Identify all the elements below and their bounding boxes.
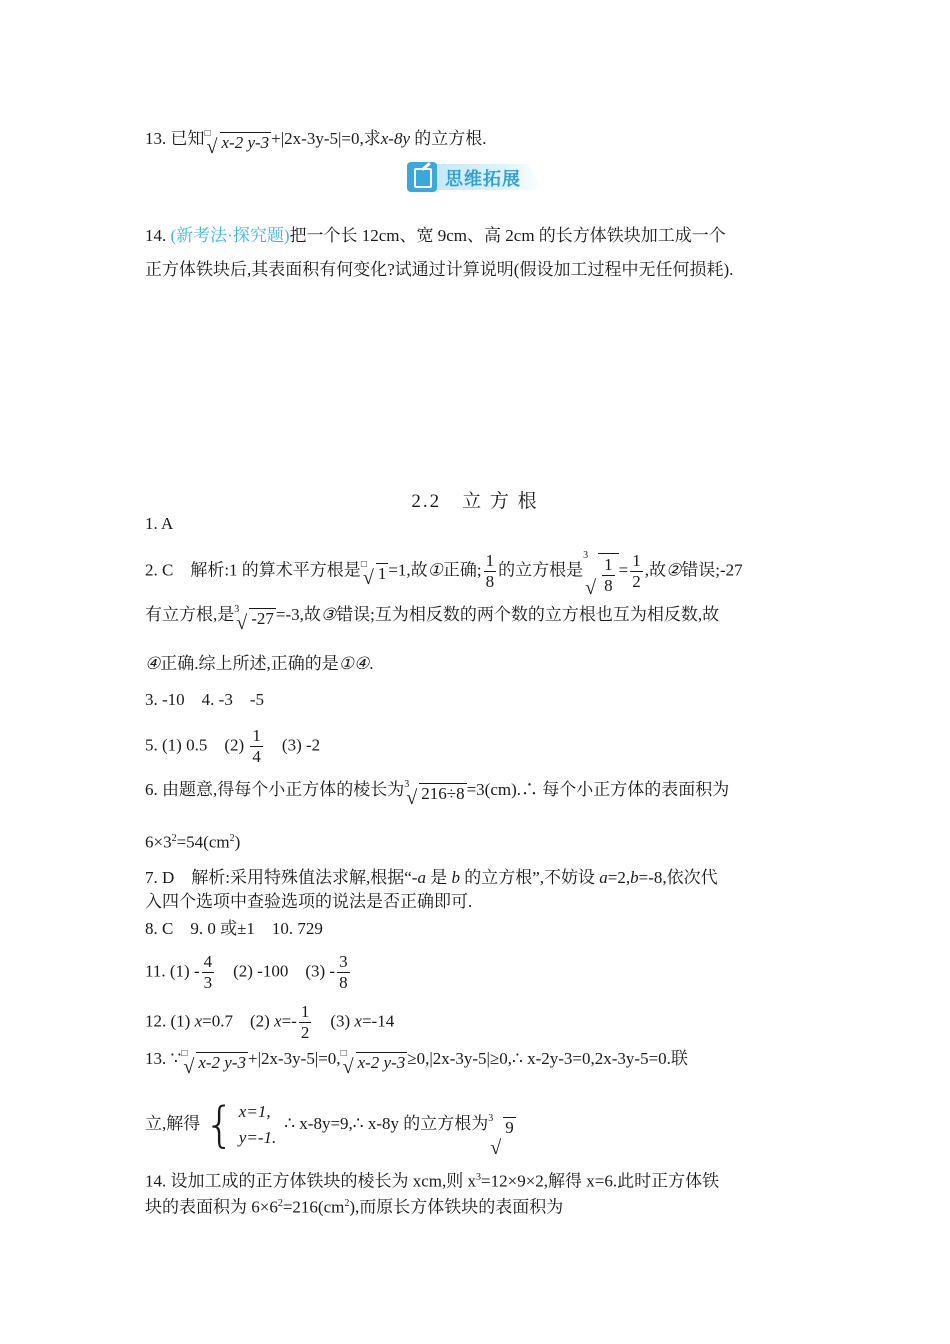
circled-number: ③	[320, 605, 337, 624]
superscript: 2	[277, 1198, 283, 1209]
text: 7. D 解析:采用特殊值法求解,根据“-	[145, 868, 418, 887]
question-13	[145, 127, 487, 158]
question-tag: (新考法·探究题)	[170, 226, 290, 245]
answer-7-line-1	[145, 866, 718, 890]
numerator: 4	[203, 952, 213, 971]
text: =216(cm	[282, 1197, 345, 1217]
text: 正确;	[442, 560, 482, 580]
text: )	[234, 832, 241, 852]
text: x	[274, 1011, 282, 1031]
text: +|2x-3y-5|=0,	[248, 1049, 341, 1068]
text: 是	[430, 868, 448, 887]
text: 已知	[170, 129, 205, 148]
answer-14-line-2	[145, 1192, 563, 1220]
text: =0.7 (2)	[202, 1011, 275, 1031]
fraction	[630, 551, 643, 592]
radical-index: 3	[404, 779, 410, 790]
radical-body: x-2 y-3	[221, 133, 270, 152]
brace: {	[204, 1097, 235, 1154]
fraction	[202, 952, 215, 993]
radical-body: 1	[377, 564, 387, 584]
text: 的立方根是	[498, 560, 584, 580]
text: 有立方根,是	[145, 605, 235, 624]
text: =2,	[607, 868, 631, 887]
answer-14-line-1	[145, 1166, 719, 1194]
fraction	[484, 551, 497, 592]
radical-sign: √	[490, 1137, 502, 1159]
system-row: x=1,	[238, 1102, 271, 1122]
equation-system	[204, 1097, 280, 1153]
text: a	[599, 868, 608, 887]
text: =3(cm).∴ 每个小正方体的表面积为	[466, 780, 730, 799]
answer-2-line-3	[145, 652, 373, 676]
numerator: 3	[339, 952, 348, 971]
radical-sign: √	[206, 136, 218, 158]
denominator: 2	[632, 572, 641, 591]
radical	[488, 1100, 516, 1159]
answer-5	[145, 726, 320, 767]
numerator: 1	[485, 551, 495, 570]
radical-index: 3	[234, 604, 240, 615]
text: x-8y	[380, 129, 410, 148]
radical-index: □	[204, 128, 211, 139]
text: =-3,故	[275, 605, 321, 624]
numerator: 1	[604, 555, 613, 574]
denominator: 8	[485, 572, 495, 591]
superscript: 2	[344, 1198, 350, 1209]
radical-sign: √	[183, 1056, 195, 1078]
text: 11. (1) -	[145, 961, 200, 981]
radical	[204, 128, 272, 158]
text: x	[194, 1011, 203, 1031]
text: (3) -2	[264, 735, 321, 755]
radical-index: □	[360, 559, 367, 571]
text: 块的表面积为 6×6	[145, 1197, 278, 1217]
circled-number: ①	[427, 560, 443, 580]
answer-6-line-2	[145, 827, 240, 855]
text: .	[369, 654, 374, 673]
circled-number: ④	[145, 654, 161, 673]
answer-13-line-1	[145, 1047, 688, 1078]
radical-body: 216÷8	[421, 784, 465, 803]
text: ,故	[644, 560, 666, 580]
circled-number: ①④	[338, 654, 370, 673]
radical-sign: √	[236, 612, 248, 634]
text: 错误;互为相反数的两个数的立方根也互为相反数,故	[336, 605, 720, 624]
radical-body: x-2 y-3	[357, 1053, 406, 1072]
answer-7-line-2: 入四个选项中查验选项的说法是否正确即可.	[145, 892, 473, 911]
text: 6. 由题意,得每个小正方体的棱长为	[145, 780, 405, 799]
section-banner	[407, 162, 543, 192]
text: =-8,依次代	[638, 868, 718, 887]
radical-sign: √	[342, 1056, 354, 1078]
radical-sign: √	[406, 787, 418, 809]
denominator: 8	[339, 973, 348, 992]
text: 正方体铁块后,其表面积有何变化?试通过计算说明(假设加工过程中无任何损耗).	[145, 260, 734, 279]
radical-sign: √	[362, 567, 374, 590]
answer-6-line-1	[145, 778, 730, 809]
radical	[340, 1048, 408, 1078]
banner-label: 思维拓展	[445, 169, 521, 190]
fraction	[299, 1002, 312, 1043]
answer-3-4: 3. -10 4. -3 -5	[145, 690, 264, 709]
answer-12	[145, 1002, 394, 1043]
circled-number: ②	[665, 560, 682, 580]
text: ∴ x-8y=9,∴ x-8y 的立方根为	[284, 1114, 489, 1133]
text: 12. (1)	[145, 1011, 195, 1031]
superscript: 2	[229, 833, 235, 844]
text: =-	[281, 1011, 297, 1031]
question-14-line-1	[145, 224, 726, 248]
numerator: 1	[252, 726, 261, 745]
question-14-line-2	[145, 258, 733, 282]
radical	[360, 559, 389, 590]
answer-1: 1. A	[145, 514, 174, 533]
text: 的立方根.	[414, 129, 487, 148]
text: =54(cm	[176, 832, 230, 852]
text: b	[451, 868, 460, 887]
text: =1,故	[388, 560, 428, 580]
text: 把一个长 12cm、宽 9cm、高 2cm 的长方体铁块加工成一个	[289, 226, 726, 245]
question-number: 13.	[145, 129, 167, 148]
text: 正确.综上所述,正确的是	[160, 654, 339, 673]
answer-8-10: 8. C 9. 0 或±1 10. 729	[145, 919, 323, 938]
system-row: y=-1.	[238, 1128, 277, 1148]
radical	[404, 779, 466, 809]
text: 5. (1) 0.5 (2)	[145, 735, 245, 755]
text: 的立方根”,不妨设	[464, 868, 596, 887]
text: 14. 设加工成的正方体铁块的棱长为 xcm,则 x	[145, 1171, 477, 1191]
superscript: 3	[476, 1172, 482, 1183]
denominator: 8	[604, 576, 613, 595]
numerator: 1	[632, 551, 641, 570]
radical	[181, 1048, 248, 1078]
text: x	[354, 1011, 362, 1031]
fraction	[602, 555, 615, 596]
text: 2. C 解析:1 的算术平方根是	[145, 560, 361, 580]
text: (3)	[313, 1011, 355, 1031]
text: ),而原长方体铁块的表面积为	[349, 1197, 564, 1217]
text: =-14	[361, 1011, 395, 1031]
text: (2) -100 (3) -	[216, 961, 336, 981]
radical	[234, 604, 276, 634]
radical-index: □	[181, 1048, 188, 1059]
denominator: 4	[252, 747, 261, 766]
numerator: 1	[300, 1002, 310, 1021]
answer-13-line-2	[145, 1096, 516, 1159]
superscript: 2	[171, 833, 177, 844]
text: 6×3	[145, 832, 172, 852]
text: +|2x-3y-5|=0,求	[271, 129, 381, 148]
radical-body: x-2 y-3	[198, 1053, 246, 1072]
fraction	[250, 726, 263, 767]
answer-2-line-2	[145, 603, 720, 634]
radical-body: 9	[505, 1118, 514, 1137]
radical-sign: √	[585, 577, 597, 599]
question-number: 14.	[145, 226, 167, 245]
denominator: 3	[203, 973, 213, 992]
radical-body: -27	[251, 609, 274, 628]
text: a	[417, 868, 426, 887]
text: =12×9×2,解得 x=6.此时正方体铁	[481, 1171, 720, 1191]
fraction	[337, 952, 350, 993]
radical-index: □	[340, 1048, 347, 1059]
section-heading: 2.2 立 方 根	[411, 491, 539, 512]
text: b	[630, 868, 639, 887]
text: 错误;-27	[681, 560, 743, 580]
text: 立,解得	[145, 1114, 201, 1133]
answer-2-line-1	[145, 550, 743, 599]
radical-index: 3	[583, 550, 589, 561]
text: ≥0,|2x-3y-5|≥0,∴ x-2y-3=0,2x-3y-5=0.联	[407, 1049, 688, 1068]
pencil-icon	[407, 162, 437, 192]
text: 13. ∵	[145, 1049, 182, 1068]
answer-11	[145, 952, 352, 993]
text: =	[618, 560, 629, 580]
radical	[583, 550, 619, 599]
radical-index: 3	[488, 1113, 494, 1124]
denominator: 2	[300, 1023, 310, 1042]
